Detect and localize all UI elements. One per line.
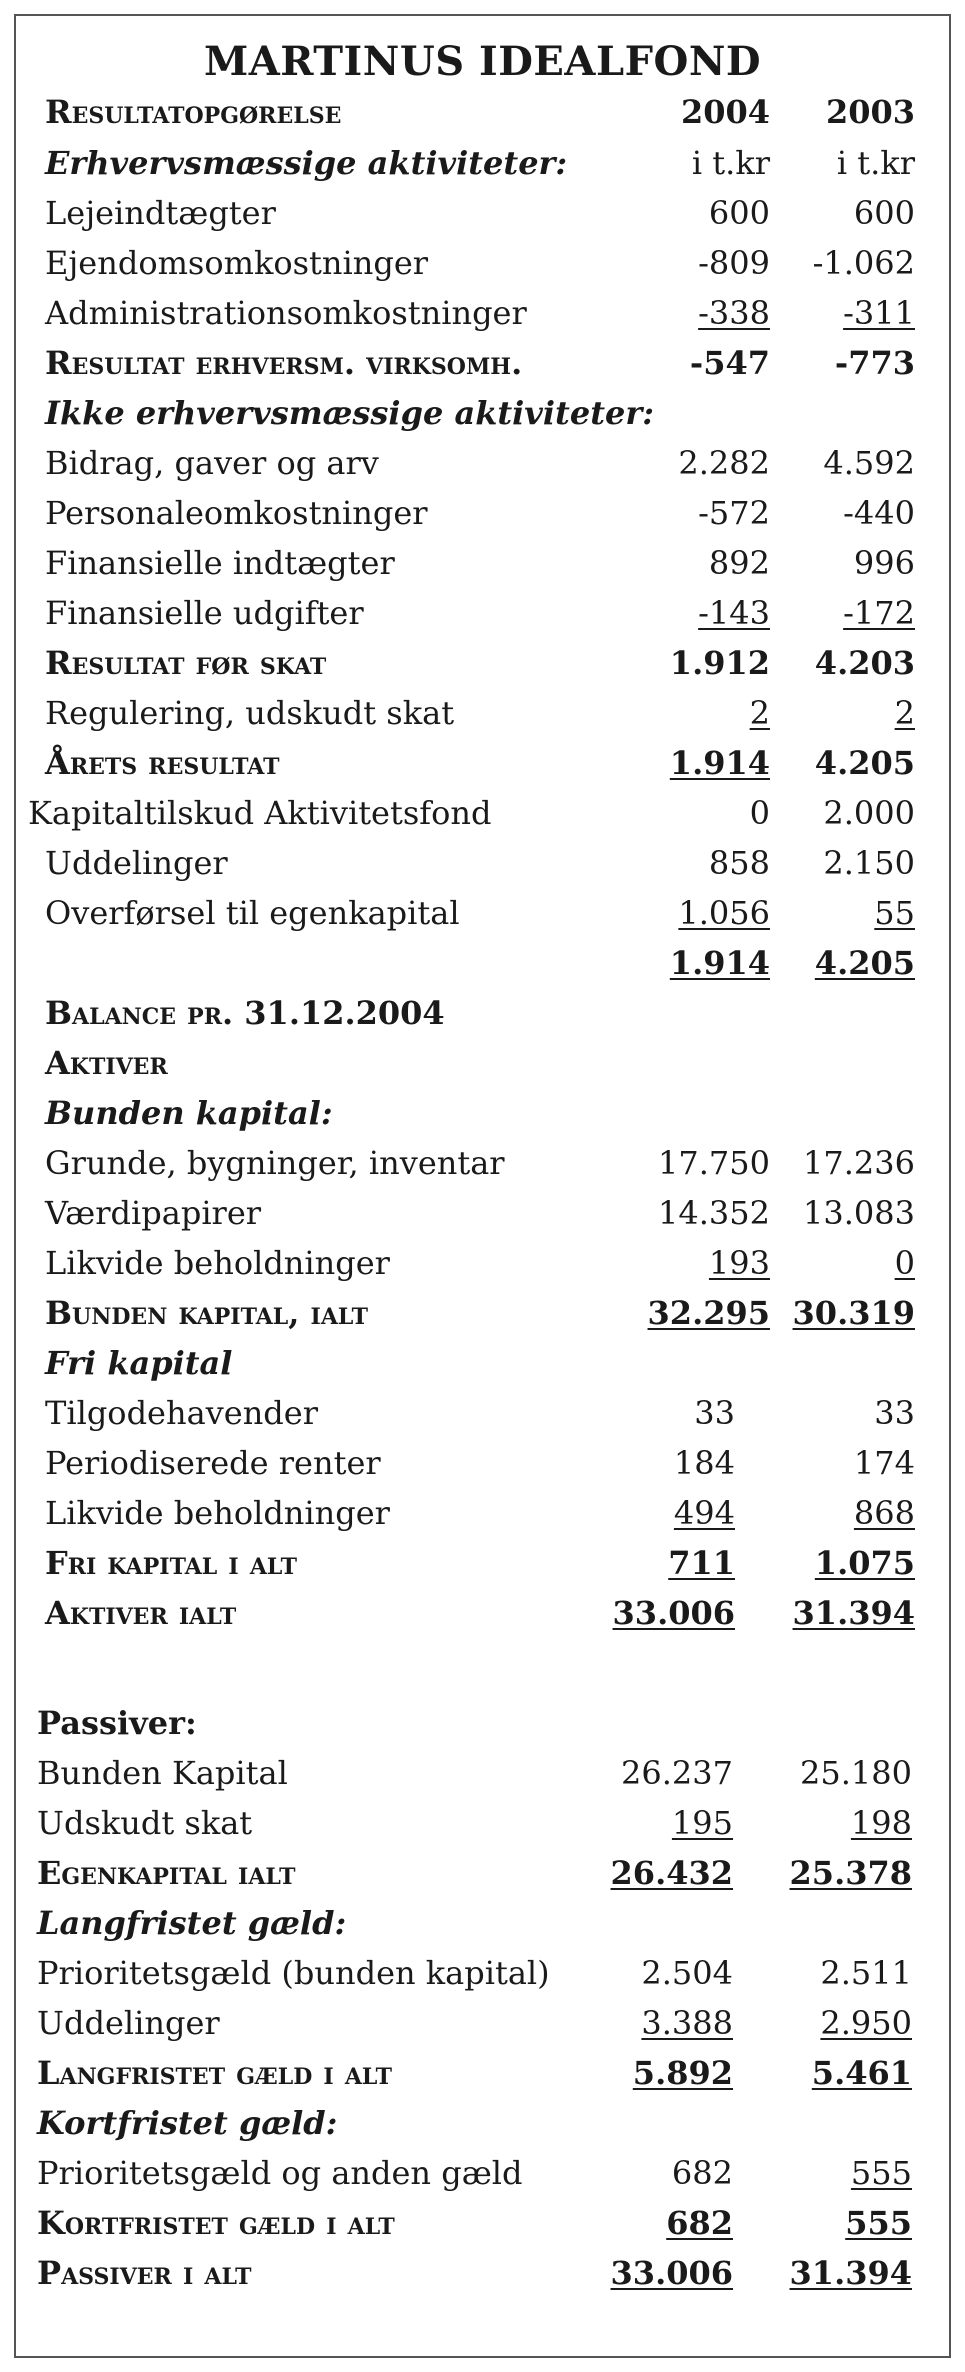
section-title: Resultatopgørelse	[45, 93, 342, 131]
value-2004: 1.914	[669, 744, 770, 782]
subsection-heading: Bunden kapital:	[45, 1094, 333, 1132]
section-title: Passiver:	[37, 1704, 197, 1742]
table-row	[0, 1438, 965, 1488]
value-2003: 174	[853, 1444, 915, 1482]
value-2004: 184	[673, 1444, 735, 1482]
row-label: Administrationsomkostninger	[45, 294, 527, 332]
table-row	[0, 188, 965, 238]
total-row	[0, 2248, 965, 2298]
subtotal-row	[0, 2198, 965, 2248]
section-title: Balance pr. 31.12.2004	[45, 994, 445, 1032]
subtotal-row	[0, 1288, 965, 1338]
value-2003: 13.083	[803, 1194, 915, 1232]
value-2004: -338	[698, 294, 770, 332]
value-2003: 4.205	[814, 744, 915, 782]
value-2003: 4.205	[814, 944, 915, 982]
row-label: Likvide beholdninger	[45, 1494, 390, 1532]
value-2004: 32.295	[647, 1294, 770, 1332]
value-2003: 17.236	[803, 1144, 915, 1182]
table-row	[0, 788, 965, 838]
row-label: Prioritetsgæld (bunden kapital)	[37, 1954, 550, 1992]
section-heading-row	[0, 988, 965, 1038]
row-label: Overførsel til egenkapital	[45, 894, 460, 932]
row-label: Værdipapirer	[45, 1194, 262, 1232]
value-2003: 555	[850, 2154, 912, 2192]
row-label: Periodiserede renter	[45, 1444, 381, 1482]
value-2004: -572	[698, 494, 770, 532]
value-2003: -773	[834, 344, 915, 382]
value-2003: -440	[843, 494, 915, 532]
section-heading-row	[0, 2098, 965, 2148]
table-row	[0, 488, 965, 538]
value-2004: 494	[673, 1494, 735, 1532]
value-2003: -1.062	[812, 244, 915, 282]
table-row	[0, 1798, 965, 1848]
value-2003: 996	[853, 544, 915, 582]
value-2004: 33	[694, 1394, 735, 1432]
subsection-heading: Fri kapital	[45, 1344, 233, 1382]
value-2004: 1.056	[678, 894, 770, 932]
value-2003: 2.000	[823, 794, 915, 832]
subtotal-row	[0, 2048, 965, 2098]
table-row	[0, 838, 965, 888]
row-label: Uddelinger	[37, 2004, 220, 2042]
value-2004: 26.432	[610, 1854, 733, 1892]
table-row	[0, 238, 965, 288]
row-label: Grunde, bygninger, inventar	[45, 1144, 505, 1182]
row-label: Personaleomkostninger	[45, 494, 428, 532]
value-2004: -547	[689, 344, 770, 382]
row-label: Finansielle udgifter	[45, 594, 364, 632]
subtotal-row	[0, 1538, 965, 1588]
row-label: Årets resultat	[45, 744, 280, 782]
subtotal-row	[0, 338, 965, 388]
subsection-heading: Kortfristet gæld:	[37, 2104, 338, 2142]
table-row	[0, 688, 965, 738]
value-2003: 25.378	[789, 1854, 912, 1892]
section-title: Aktiver	[45, 1044, 168, 1082]
table-row	[0, 588, 965, 638]
subsection-heading: Langfristet gæld:	[37, 1904, 347, 1942]
row-label: Aktiver ialt	[45, 1594, 237, 1632]
value-2003: -311	[843, 294, 915, 332]
row-label: Udskudt skat	[37, 1804, 253, 1842]
section-heading-row	[0, 1698, 965, 1748]
unit-2004: i t.kr	[691, 144, 770, 182]
value-2003: 600	[853, 194, 915, 232]
table-row	[0, 538, 965, 588]
subtotal-row	[0, 638, 965, 688]
value-2004: 2.504	[641, 1954, 733, 1992]
section-heading-row	[0, 1038, 965, 1088]
row-label: Finansielle indtægter	[45, 544, 395, 582]
document-title: MARTINUS IDEALFOND	[203, 38, 762, 85]
row-label: Kortfristet gæld i alt	[37, 2204, 395, 2242]
subsection-heading: Erhvervsmæssige aktiviteter:	[45, 144, 568, 182]
header-row	[0, 87, 965, 137]
value-2003: 4.592	[823, 444, 915, 482]
value-2003: 31.394	[789, 2254, 912, 2292]
value-2004: 2	[749, 694, 770, 732]
value-2003: 31.394	[792, 1594, 915, 1632]
row-label: Langfristet gæld i alt	[37, 2054, 392, 2092]
value-2004: 711	[668, 1544, 735, 1582]
row-label: Egenkapital ialt	[37, 1854, 296, 1892]
row-label: Likvide beholdninger	[45, 1244, 390, 1282]
row-label: Fri kapital i alt	[45, 1544, 297, 1582]
value-2004: 33.006	[612, 1594, 735, 1632]
value-2003: 2.150	[823, 844, 915, 882]
row-label: Kapitaltilskud Aktivitetsfond	[28, 794, 492, 832]
value-2003: 2	[894, 694, 915, 732]
value-2003: 555	[845, 2204, 912, 2242]
value-2004: 682	[666, 2204, 733, 2242]
table-row	[0, 1238, 965, 1288]
row-label: Tilgodehavender	[45, 1394, 319, 1432]
table-row	[0, 2148, 965, 2198]
section-heading-row	[0, 1088, 965, 1138]
row-label: Bunden kapital, ialt	[45, 1294, 368, 1332]
subsection-heading: Ikke erhvervsmæssige aktiviteter:	[45, 394, 654, 432]
value-2003: 0	[894, 1244, 915, 1282]
units-row	[0, 138, 965, 188]
table-row	[0, 1998, 965, 2048]
value-2003: 30.319	[792, 1294, 915, 1332]
value-2004: 26.237	[621, 1754, 733, 1792]
value-2004: 193	[708, 1244, 770, 1282]
row-label: Resultat erhversm. virksomh.	[45, 344, 523, 382]
subtotal-row	[0, 738, 965, 788]
value-2004: 1.912	[669, 644, 770, 682]
value-2004: 33.006	[610, 2254, 733, 2292]
value-2003: 2.511	[820, 1954, 912, 1992]
table-row	[0, 888, 965, 938]
section-heading-row	[0, 1338, 965, 1388]
total-row	[0, 938, 965, 988]
row-label: Passiver i alt	[37, 2254, 252, 2292]
table-row	[0, 1138, 965, 1188]
value-2004: 858	[708, 844, 770, 882]
value-2003: 868	[853, 1494, 915, 1532]
section-heading-row	[0, 388, 965, 438]
table-row	[0, 1188, 965, 1238]
row-label: Regulering, udskudt skat	[45, 694, 455, 732]
value-2004: 195	[671, 1804, 733, 1842]
value-2003: 1.075	[814, 1544, 915, 1582]
value-2004: -143	[698, 594, 770, 632]
table-row	[0, 1948, 965, 1998]
value-2004: 14.352	[658, 1194, 770, 1232]
value-2003: 55	[874, 894, 915, 932]
row-label: Bidrag, gaver og arv	[45, 444, 379, 482]
table-row	[0, 1748, 965, 1798]
value-2004: 0	[749, 794, 770, 832]
row-label: Uddelinger	[45, 844, 228, 882]
value-2004: 3.388	[641, 2004, 733, 2042]
value-2003: 33	[874, 1394, 915, 1432]
table-row	[0, 288, 965, 338]
section-heading-row	[0, 1898, 965, 1948]
table-row	[0, 1388, 965, 1438]
value-2004: 600	[708, 194, 770, 232]
value-2003: -172	[843, 594, 915, 632]
unit-2003: i t.kr	[836, 144, 915, 182]
subtotal-row	[0, 1848, 965, 1898]
value-2004: 1.914	[669, 944, 770, 982]
value-2004: 892	[708, 544, 770, 582]
year-2004-header: 2004	[680, 93, 770, 131]
value-2003: 198	[850, 1804, 912, 1842]
value-2003: 4.203	[814, 644, 915, 682]
row-label: Ejendomsomkostninger	[45, 244, 429, 282]
row-label: Prioritetsgæld og anden gæld	[37, 2154, 523, 2192]
value-2003: 5.461	[811, 2054, 912, 2092]
row-label: Resultat før skat	[45, 644, 327, 682]
value-2004: 17.750	[658, 1144, 770, 1182]
row-label: Lejeindtægter	[45, 194, 276, 232]
value-2004: -809	[698, 244, 770, 282]
value-2003: 25.180	[800, 1754, 912, 1792]
value-2004: 5.892	[632, 2054, 733, 2092]
row-label: Bunden Kapital	[37, 1754, 288, 1792]
value-2003: 2.950	[820, 2004, 912, 2042]
total-row	[0, 1588, 965, 1638]
value-2004: 682	[671, 2154, 733, 2192]
table-row	[0, 1488, 965, 1538]
value-2004: 2.282	[678, 444, 770, 482]
table-row	[0, 438, 965, 488]
year-2003-header: 2003	[825, 93, 915, 131]
